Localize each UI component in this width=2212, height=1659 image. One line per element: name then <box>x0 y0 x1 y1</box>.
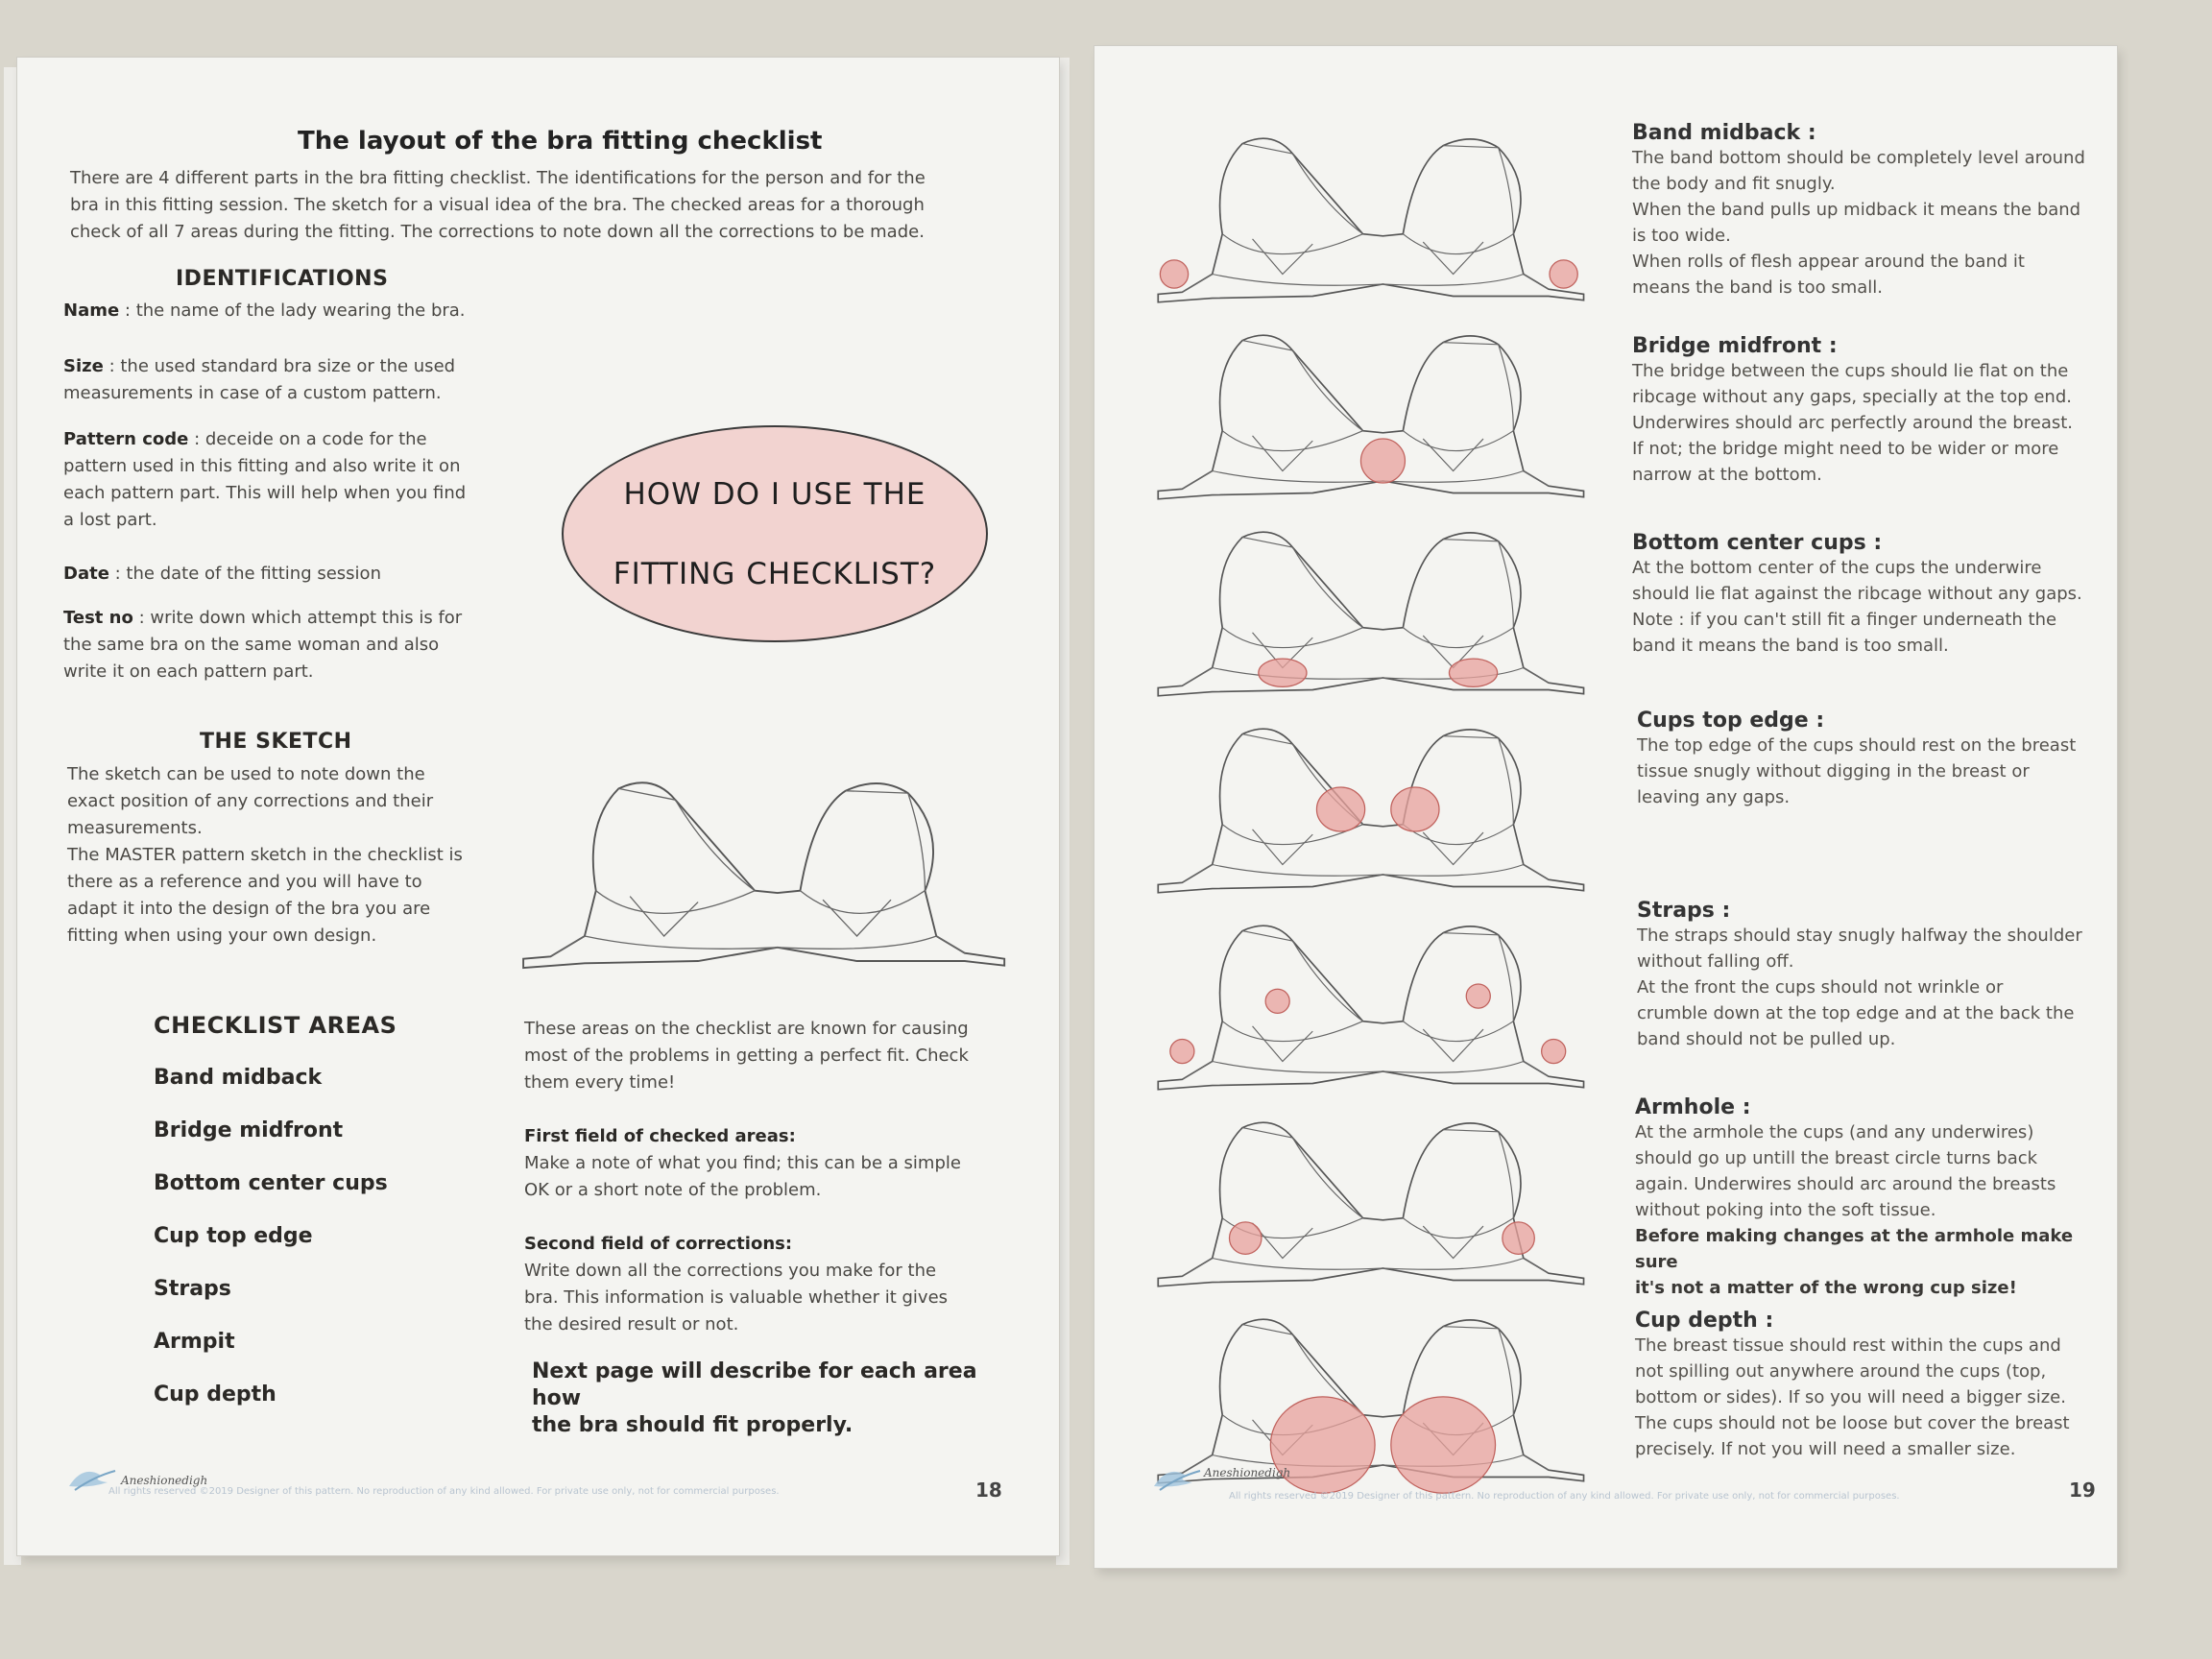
next-line: Next page will describe for each area how <box>532 1359 977 1410</box>
sketch-line: measurements. <box>67 818 203 838</box>
section-line: At the bottom center of the cups the underwire <box>1632 558 2042 578</box>
page-title: The layout of the bra fitting checklist <box>298 127 823 156</box>
checklist-item: Cup depth <box>154 1382 276 1407</box>
section-straps <box>1637 899 2107 1052</box>
fit-area-highlight <box>1265 989 1289 1013</box>
explain-line: OK or a short note of the problem. <box>524 1180 822 1200</box>
section-line: At the front the cups should not wrinkle or <box>1637 977 2004 998</box>
bra-outline <box>523 782 1004 968</box>
section-line: without falling off. <box>1637 951 1794 972</box>
explain-line: Write down all the corrections you make for the <box>524 1261 937 1281</box>
section-cups-top-edge <box>1637 709 2107 810</box>
identifications-heading: IDENTIFICATIONS <box>176 267 389 291</box>
identification-size <box>63 353 524 407</box>
explain-line: them every time! <box>524 1072 676 1093</box>
identification-text: : the name of the lady wearing the bra. <box>124 301 466 321</box>
second-field-heading: Second field of corrections: <box>524 1234 793 1254</box>
section-title: Bottom center cups : <box>1632 531 1883 555</box>
how-to-use-callout <box>562 425 988 642</box>
explain-line: Make a note of what you find; this can be a simple <box>524 1153 961 1173</box>
explain-line: bra. This information is valuable whether it gives <box>524 1287 949 1308</box>
page-number: 19 <box>2069 1479 2096 1502</box>
section-line: Underwires should arc perfectly around the breast. <box>1632 413 2073 433</box>
page-19 <box>1094 46 2117 1568</box>
fit-area-highlight <box>1259 659 1307 686</box>
checklist-item: Cup top edge <box>154 1224 313 1248</box>
fit-area-highlight <box>1230 1222 1262 1254</box>
section-body <box>1632 555 2103 659</box>
next-line: the bra should fit properly. <box>532 1413 854 1437</box>
section-title: Armhole : <box>1635 1095 1751 1119</box>
identification-label: Test no <box>63 608 133 628</box>
sketch-line: The sketch can be used to note down the <box>67 764 425 784</box>
checklist-item: Band midback <box>154 1066 323 1090</box>
section-line: The cups should not be loose but cover the breast <box>1635 1413 2070 1433</box>
section-line: band should not be pulled up. <box>1637 1029 1896 1049</box>
fit-area-highlight <box>1391 787 1439 831</box>
section-line: bottom or sides). If so you will need a bigger size. <box>1635 1387 2066 1407</box>
bridge-midfront-sketch <box>1152 320 1594 512</box>
section-body <box>1635 1119 2105 1301</box>
identification-text: write it on each pattern part. <box>63 661 314 682</box>
section-line: narrow at the bottom. <box>1632 465 1822 485</box>
section-line: The breast tissue should rest within the cups and <box>1635 1335 2061 1356</box>
section-line: precisely. If not you will need a smaller size. <box>1635 1439 2016 1459</box>
identification-text: : the date of the fitting session <box>114 564 381 584</box>
identification-date <box>63 561 524 588</box>
fit-area-highlight <box>1360 439 1405 483</box>
first-field-heading: First field of checked areas: <box>524 1126 796 1146</box>
fit-area-highlight <box>1466 984 1490 1008</box>
footer-text: All rights reserved ©2019 Designer of this pattern. No reproduction of any kind allowed. For private use only, not for commercial purposes. <box>108 1486 780 1497</box>
identification-name <box>63 298 524 325</box>
section-line: At the armhole the cups (and any underwires) <box>1635 1122 2034 1142</box>
fit-area-highlight <box>1550 260 1577 288</box>
logo-text: Aneshionedigh <box>121 1474 208 1487</box>
identification-pattern-code <box>63 426 543 534</box>
section-line: is too wide. <box>1632 226 1731 246</box>
section-armhole <box>1635 1095 2105 1301</box>
identification-label: Name <box>63 301 120 321</box>
callout-line-1: HOW DO I USE THE <box>623 477 926 512</box>
section-line: not spilling out anywhere around the cups (top, <box>1635 1361 2047 1382</box>
logo-text: Aneshionedigh <box>1204 1466 1291 1479</box>
checklist-heading: CHECKLIST AREAS <box>154 1012 397 1039</box>
identification-label: Date <box>63 564 109 584</box>
sketch-line: adapt it into the design of the bra you are <box>67 899 431 919</box>
section-line: When the band pulls up midback it means the band <box>1632 200 2081 220</box>
first-field-block <box>524 1123 1023 1204</box>
armhole-sketch <box>1152 1107 1594 1299</box>
sketch-line: The MASTER pattern sketch in the checklist is <box>67 845 463 865</box>
next-page-note <box>532 1358 1031 1439</box>
section-bridge-midfront <box>1632 334 2103 488</box>
explain-line: most of the problems in getting a perfect fit. Check <box>524 1046 969 1066</box>
section-line: Before making changes at the armhole make sure <box>1635 1226 2074 1272</box>
intro-line: There are 4 different parts in the bra fitting checklist. The identifications for the person and for the <box>70 168 926 188</box>
section-title: Cups top edge : <box>1637 709 1825 733</box>
page-18 <box>17 58 1059 1555</box>
bra-outline <box>1158 729 1583 893</box>
section-title: Band midback : <box>1632 121 1816 145</box>
fit-area-highlight <box>1170 1040 1194 1064</box>
fit-area-highlight <box>1316 787 1364 831</box>
section-line: When rolls of flesh appear around the band it <box>1632 252 2025 272</box>
identification-text: : write down which attempt this is for <box>138 608 463 628</box>
section-line: The top edge of the cups should rest on the breast <box>1637 735 2077 756</box>
section-title: Bridge midfront : <box>1632 334 1838 358</box>
brand-logo <box>65 1448 208 1505</box>
section-line: Note : if you can't still fit a finger underneath the <box>1632 610 2057 630</box>
section-line: crumble down at the top edge and at the back the <box>1637 1003 2075 1023</box>
section-body <box>1637 923 2107 1052</box>
section-title: Straps : <box>1637 899 1731 923</box>
identification-text: measurements in case of a custom pattern. <box>63 383 442 403</box>
page-number: 18 <box>975 1479 1002 1502</box>
bra-outline <box>1158 926 1583 1090</box>
section-line: If not; the bridge might need to be wider or more <box>1632 439 2059 459</box>
intro-paragraph <box>70 165 1030 246</box>
sketch-line: there as a reference and you will have to <box>67 872 422 892</box>
fit-area-highlight <box>1391 1397 1496 1493</box>
identification-test-no <box>63 605 543 685</box>
identification-label: Size <box>63 356 104 376</box>
section-line: tissue snugly without digging in the breast or <box>1637 761 2030 781</box>
fit-area-highlight <box>1542 1040 1566 1064</box>
identification-text: : deceide on a code for the <box>194 429 427 449</box>
sketch-line: exact position of any corrections and their <box>67 791 434 811</box>
fit-area-highlight <box>1160 260 1188 288</box>
section-line: again. Underwires should arc around the breasts <box>1635 1174 2056 1194</box>
explain-intro <box>524 1016 1023 1096</box>
section-line: means the band is too small. <box>1632 277 1883 298</box>
footer-text: All rights reserved ©2019 Designer of this pattern. No reproduction of any kind allowed. For private use only, not for commercial purposes. <box>1229 1491 1900 1502</box>
section-body <box>1632 145 2103 301</box>
sketch-paragraph <box>67 761 528 950</box>
checklist-item: Straps <box>154 1277 231 1301</box>
section-line: ribcage without any gaps, specially at the top end. <box>1632 387 2072 407</box>
fit-area-highlight <box>1449 659 1497 686</box>
identification-text: pattern used in this fitting and also write it on <box>63 456 461 476</box>
second-field-block <box>524 1231 1023 1338</box>
intro-line: check of all 7 areas during the fitting. The corrections to note down all the corrections to be made. <box>70 222 925 242</box>
bottom-center-cups-sketch <box>1152 517 1594 709</box>
cups-top-edge-sketch <box>1152 713 1594 905</box>
identification-text: a lost part. <box>63 510 157 530</box>
section-body <box>1632 358 2103 488</box>
explain-line: These areas on the checklist are known for causing <box>524 1019 969 1039</box>
checklist-item: Bridge midfront <box>154 1118 344 1142</box>
intro-line: bra in this fitting session. The sketch for a visual idea of the bra. The checked areas for a thorough <box>70 195 925 215</box>
fit-area-highlight <box>1503 1222 1534 1254</box>
master-bra-sketch <box>517 749 1016 998</box>
explain-line: the desired result or not. <box>524 1314 739 1334</box>
section-title: Cup depth : <box>1635 1309 1774 1333</box>
checklist-item: Bottom center cups <box>154 1171 388 1195</box>
section-line: without poking into the soft tissue. <box>1635 1200 1936 1220</box>
bra-outline <box>1158 138 1583 302</box>
bra-outline <box>1158 532 1583 696</box>
section-line: should lie flat against the ribcage without any gaps. <box>1632 584 2082 604</box>
callout-line-2: FITTING CHECKLIST? <box>613 557 937 591</box>
section-line: band it means the band is too small. <box>1632 636 1949 656</box>
section-line: The bridge between the cups should lie flat on the <box>1632 361 2069 381</box>
bra-outline <box>1158 1122 1583 1286</box>
sketch-line: fitting when using your own design. <box>67 926 377 946</box>
identification-text: : the used standard bra size or the used <box>108 356 456 376</box>
checklist-item: Armpit <box>154 1330 235 1354</box>
section-line: the body and fit snugly. <box>1632 174 1836 194</box>
section-body <box>1635 1333 2105 1462</box>
section-line: it's not a matter of the wrong cup size! <box>1635 1278 2017 1298</box>
identification-text: each pattern part. This will help when you find <box>63 483 467 503</box>
section-line: The straps should stay snugly halfway the shoulder <box>1637 926 2082 946</box>
sketch-heading: THE SKETCH <box>200 730 352 754</box>
identification-label: Pattern code <box>63 429 189 449</box>
identification-text: the same bra on the same woman and also <box>63 635 440 655</box>
band-midback-sketch <box>1152 123 1594 315</box>
section-band-midback <box>1632 121 2103 301</box>
section-line: should go up untill the breast circle turns back <box>1635 1148 2038 1168</box>
section-line: leaving any gaps. <box>1637 787 1791 807</box>
straps-sketch <box>1152 910 1594 1102</box>
section-body <box>1637 733 2107 810</box>
section-cup-depth <box>1635 1309 2105 1462</box>
section-line: The band bottom should be completely level around <box>1632 148 2085 168</box>
section-bottom-center-cups <box>1632 531 2103 659</box>
